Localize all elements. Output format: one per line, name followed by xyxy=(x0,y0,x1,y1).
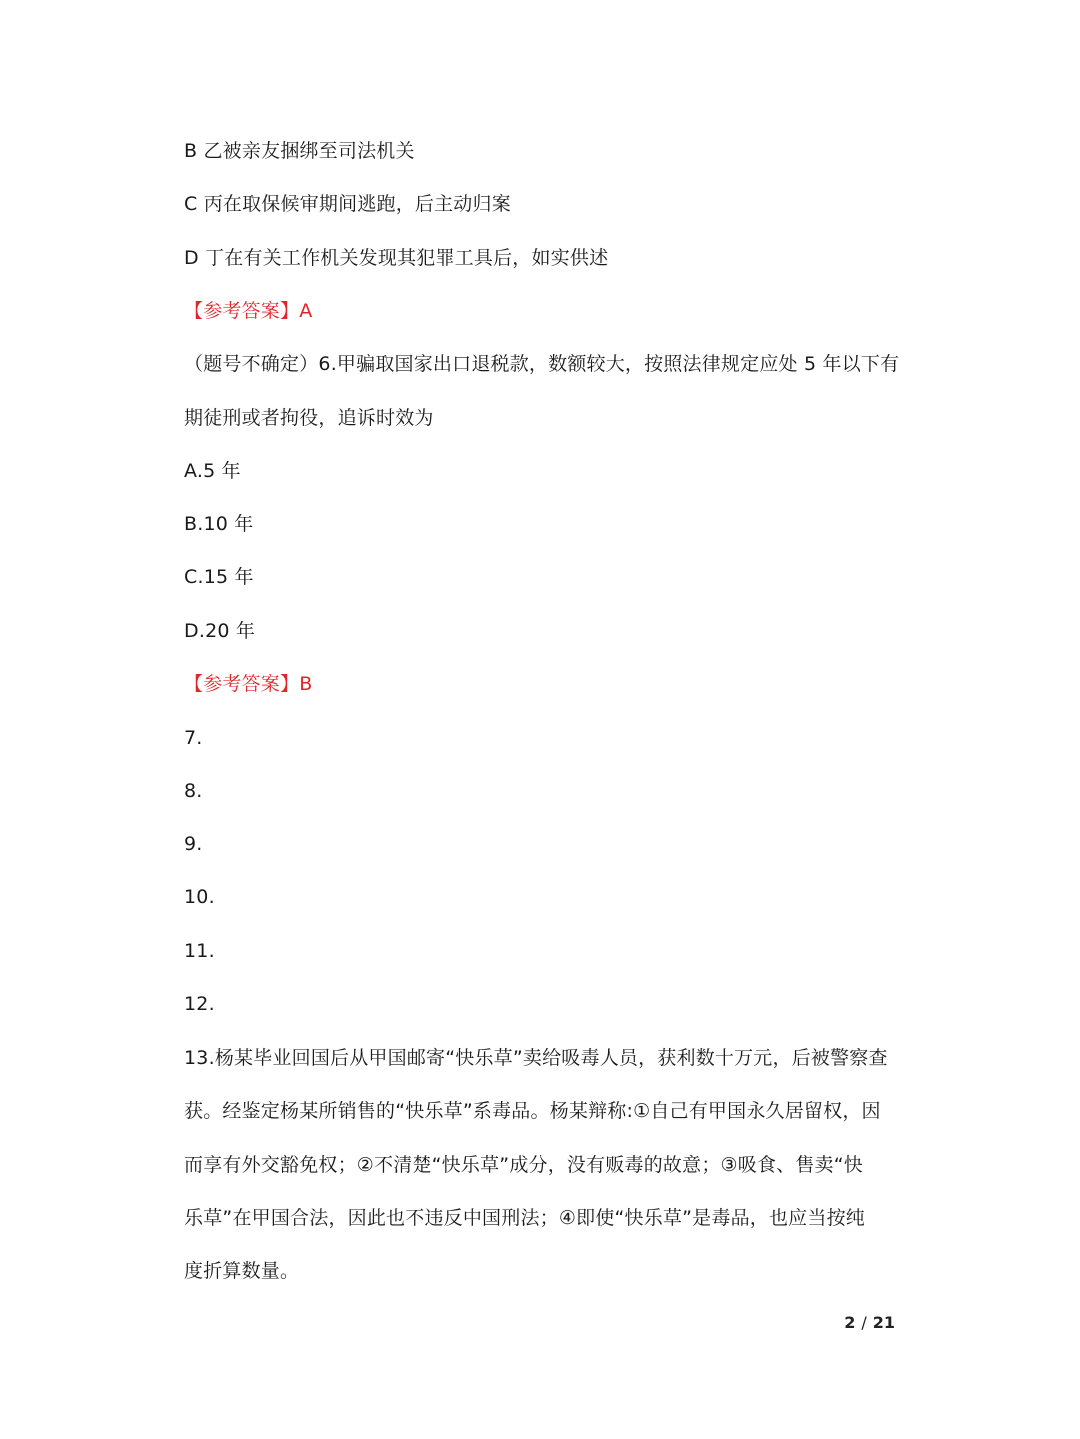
question-9-number: 9. xyxy=(184,833,203,855)
page-separator: / xyxy=(861,1313,867,1332)
page-current: 2 xyxy=(844,1313,856,1332)
question-13-text-line-1: 13.杨某毕业回国后从甲国邮寄“快乐草”卖给吸毒人员，获利数十万元，后被警察查 xyxy=(184,1047,888,1069)
question-6-text-line-2: 期徒刑或者拘役，追诉时效为 xyxy=(184,407,434,429)
question-13-text-line-4: 乐草”在甲国合法，因此也不违反中国刑法；④即使“快乐草”是毒品，也应当按纯 xyxy=(184,1207,865,1229)
question-12-number: 12. xyxy=(184,993,215,1015)
question-6-text-line-1: （题号不确定）6.甲骗取国家出口退税款，数额较大，按照法律规定应处 5 年以下有 xyxy=(184,353,900,375)
question-13-text-line-5: 度折算数量。 xyxy=(184,1260,300,1282)
question-6-option-c: C.15 年 xyxy=(184,566,254,588)
question-6-option-b: B.10 年 xyxy=(184,513,254,535)
option-c-previous-question: C 丙在取保候审期间逃跑，后主动归案 xyxy=(184,193,511,215)
reference-answer-q5: 【参考答案】A xyxy=(184,300,313,322)
question-10-number: 10. xyxy=(184,886,215,908)
page-number xyxy=(780,1312,895,1334)
question-7-number: 7. xyxy=(184,727,203,749)
option-d-previous-question: D 丁在有关工作机关发现其犯罪工具后，如实供述 xyxy=(184,247,609,269)
question-8-number: 8. xyxy=(184,780,203,802)
question-13-text-line-3: 而享有外交豁免权；②不清楚“快乐草”成分，没有贩毒的故意；③吸食、售卖“快 xyxy=(184,1154,863,1176)
question-6-option-a: A.5 年 xyxy=(184,460,241,482)
reference-answer-q6: 【参考答案】B xyxy=(184,673,313,695)
page-total: 21 xyxy=(872,1313,895,1332)
question-11-number: 11. xyxy=(184,940,215,962)
question-13-text-line-2: 获。经鉴定杨某所销售的“快乐草”系毒品。杨某辩称:①自己有甲国永久居留权，因 xyxy=(184,1100,881,1122)
option-b-previous-question: B 乙被亲友捆绑至司法机关 xyxy=(184,140,415,162)
question-6-option-d: D.20 年 xyxy=(184,620,256,642)
